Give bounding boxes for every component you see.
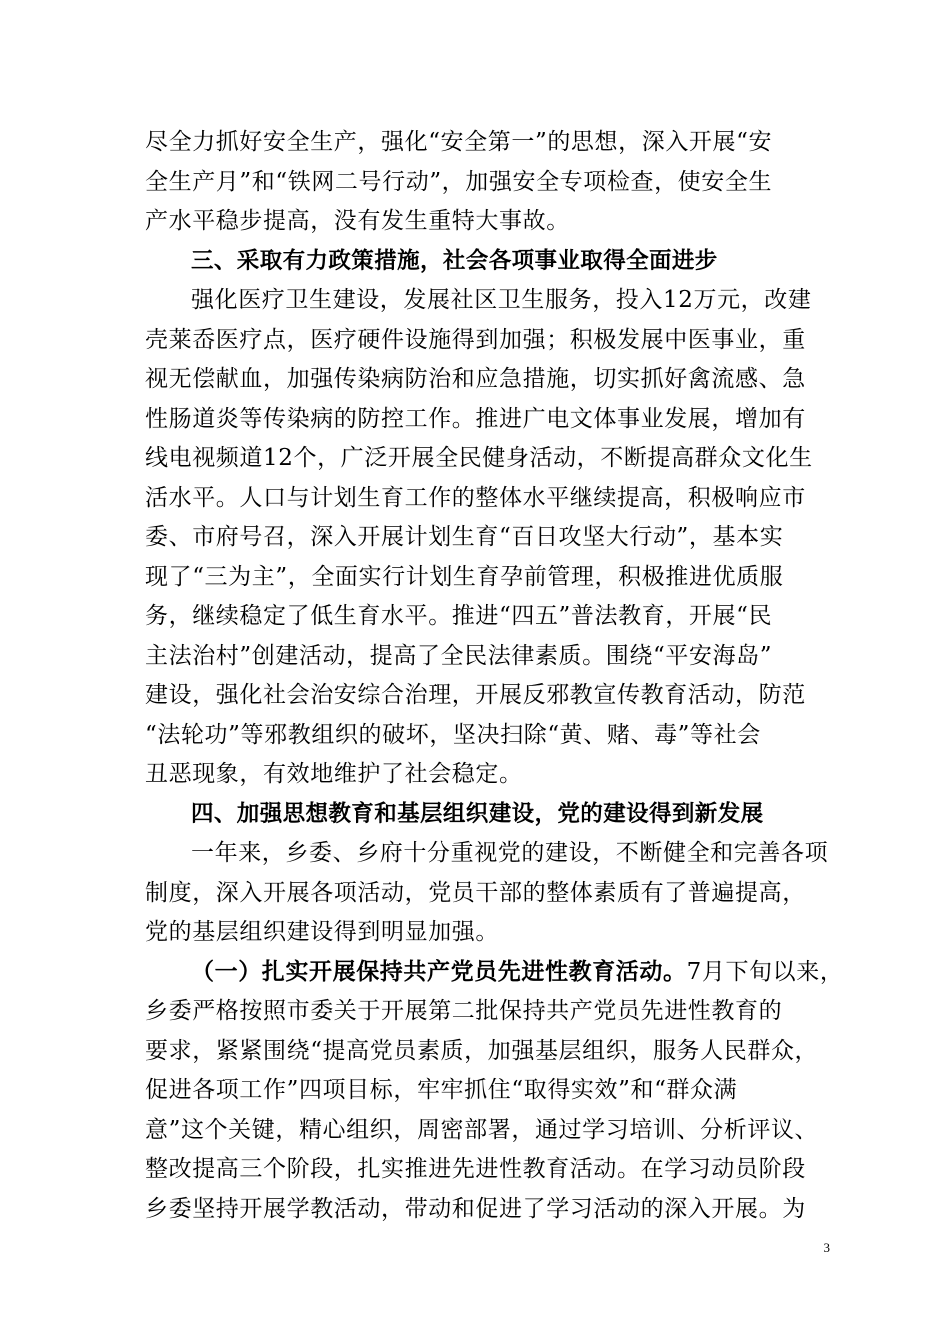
text-line: 尽全力抓好安全生产，强化“安全第一”的思想，深入开展“安 [145,129,773,155]
text-line: 线电视频道12个，广泛开展全民健身活动，不断提高群众文化生 [145,445,813,471]
text-line: 产水平稳步提高，没有发生重特大事故。 [145,208,570,234]
text-line: 制度，深入开展各项活动，党员干部的整体素质有了普遍提高， [145,879,806,906]
text-line: 意”这个关键，精心组织，周密部署，通过学习培训、分析评议、 [145,1116,819,1143]
text-line: 活水平。人口与计划生育工作的整体水平继续提高，积极响应市 [145,484,806,511]
section-heading-3: 三、采取有力政策措施，社会各项事业取得全面进步 [191,247,718,274]
body-text [145,123,844,1229]
text-line: 全生产月”和“铁网二号行动”，加强安全专项检查，使安全生 [145,168,773,195]
text-line: 党的基层组织建设得到明显加强。 [145,919,499,945]
text-line: 务，继续稳定了低生育水平。推进“四五”普法教育，开展“民 [145,603,773,629]
text-line: 主法治村”创建活动，提高了全民法律素质。围绕“平安海岛” [145,642,773,669]
text-line: 建设，强化社会治安综合治理，开展反邪教宣传教育活动，防范 [145,682,806,708]
text-line: 丑恶现象，有效地维护了社会稳定。 [145,761,523,787]
page-number: 3 [823,1240,830,1255]
text-line: 强化医疗卫生建设，发展社区卫生服务，投入12万元，改建 [191,287,812,313]
text-line: 委、市府号召，深入开展计划生育“百日攻坚大行动”，基本实 [145,524,784,550]
text-line: 现了“三为主”，全面实行计划生育孕前管理，积极推进优质服 [145,563,784,590]
text-line: 一年来，乡委、乡府十分重视党的建设，不断健全和完善各项 [191,840,829,866]
text-line: 促进各项工作”四项目标，牢牢抓住“取得实效”和“群众满 [145,1077,738,1103]
text-line: 要求，紧紧围绕“提高党员素质，加强基层组织，服务人民群众， [145,1037,819,1064]
text-line: “法轮功”等邪教组织的破坏，坚决扫除“黄、赌、毒”等社会 [145,721,761,748]
text-line: 乡委严格按照市委关于开展第二批保持共产党员先进性教育的 [145,998,783,1024]
text-line: 视无偿献血，加强传染病防治和应急措施，切实抓好禽流感、急 [145,366,806,392]
text-line: 壳莱岙医疗点，医疗硬件设施得到加强；积极发展中医事业，重 [145,326,806,353]
text-line: 性肠道炎等传染病的防控工作。推进广电文体事业发展，增加有 [145,405,806,432]
text-run: 7月下旬以来， [686,958,844,985]
text-line: 整改提高三个阶段，扎实推进先进性教育活动。在学习动员阶段 [145,1156,806,1182]
text-line-with-subheading [145,953,844,993]
subsection-heading-1: （一）扎实开展保持共产党员先进性教育活动。 [191,958,687,985]
text-line: 乡委坚持开展学教活动，带动和促进了学习活动的深入开展。为 [145,1195,806,1222]
section-heading-4: 四、加强思想教育和基层组织建设，党的建设得到新发展 [191,800,764,827]
